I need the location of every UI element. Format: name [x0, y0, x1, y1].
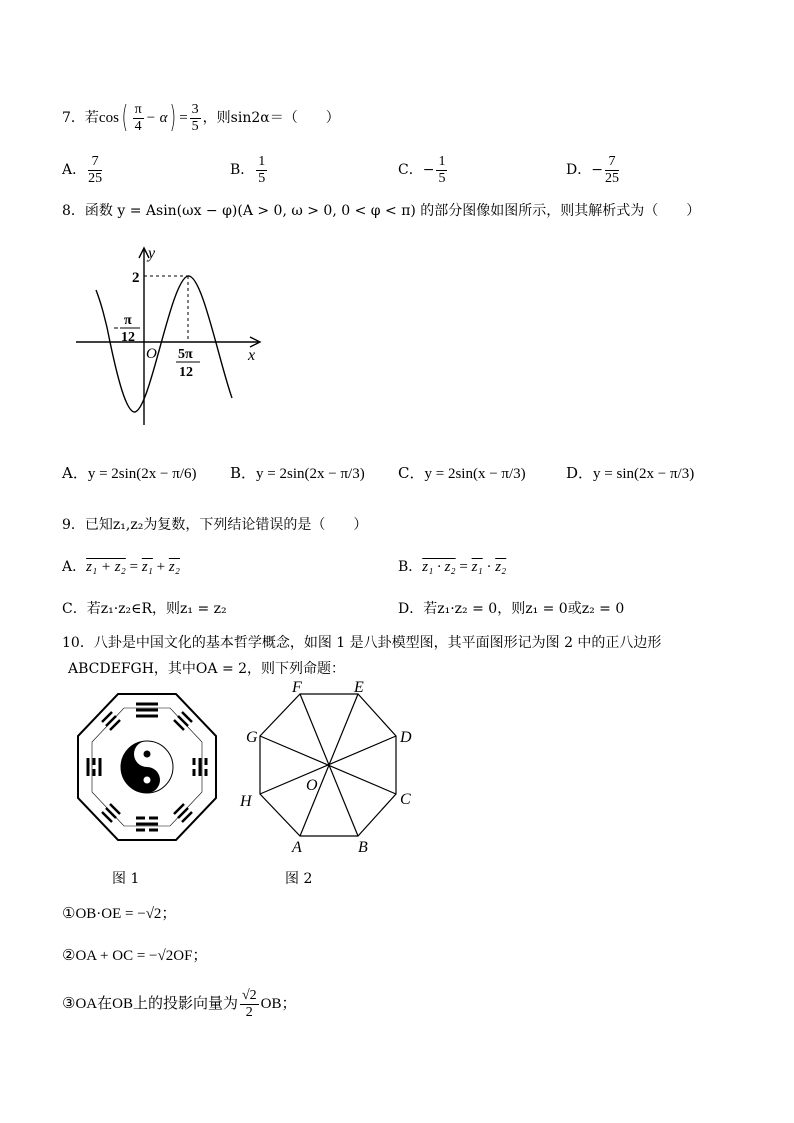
q10-item-3: ③OA在OB上的投影向量为 $\frac{√2}{2}$ OB；	[62, 987, 297, 1020]
y-label: y	[148, 245, 156, 262]
q7-option-b[interactable]: B． $\frac{1}{5}$	[230, 153, 266, 186]
svg-text:G: G	[246, 729, 258, 746]
q8-option-a[interactable]: A．y = 2sin(2x − π/6)	[62, 464, 197, 482]
q7-option-d[interactable]: D．− $\frac{7}{25}$	[566, 153, 619, 186]
q9-option-b[interactable]: B．z₁ · z₂ = z₁ · z₂	[398, 559, 507, 575]
q10-item-1: ①OB·OE = −√2；	[62, 906, 177, 922]
svg-text:C: C	[400, 791, 411, 808]
origin-label: O	[146, 346, 157, 362]
max-label: 2	[132, 270, 140, 286]
trigram-left	[88, 758, 100, 776]
trigram-bottom	[136, 818, 158, 830]
q7-option-c[interactable]: C．− $\frac{1}{5}$	[398, 153, 446, 186]
bagua-figure	[76, 692, 218, 842]
cos-text: cos	[98, 110, 119, 126]
q8-option-d[interactable]: D．y = sin(2x − π/3)	[566, 464, 695, 482]
q9-stem: 9．已知z₁,z₂为复数，下列结论错误的是（ ）	[62, 517, 368, 533]
fig1-caption: 图 1	[112, 871, 140, 887]
q10-line2: ABCDEFGH，其中OA = 2，则下列命题：	[68, 661, 346, 677]
svg-text:O: O	[306, 777, 318, 794]
frac-3-5: $\frac{3}{5}$	[191, 101, 199, 134]
fig2-caption: 图 2	[285, 871, 313, 887]
neg-pi-den: 12	[121, 330, 135, 345]
svg-text:H: H	[240, 793, 252, 810]
five-pi-num: 5π	[178, 347, 193, 362]
q8-stem: 8．函数 y = Asin(ωx − φ)(A > 0, ω > 0, 0 < φ < π) 的部分图像如图所示，则其解析式为（ ）	[62, 203, 701, 219]
neg-pi-num: π	[124, 313, 132, 328]
q8-option-b[interactable]: B．y = 2sin(2x − π/3)	[230, 464, 365, 482]
q8-option-c[interactable]: C．y = 2sin(x − π/3)	[398, 464, 526, 482]
q10-line1: 10．八卦是中国文化的基本哲学概念，如图 1 是八卦模型图，其平面图形记为图 2 中的正八边形	[62, 635, 662, 651]
q7-stem: 7．若cos( $\frac{\pi}{4}$ − α) = $\frac{3}{5}$ ，则sin2α＝（ ）	[62, 100, 340, 135]
q9-option-c[interactable]: C．若z₁·z₂∈R，则z₁ = z₂	[62, 601, 227, 617]
yin-yang-icon	[121, 741, 173, 793]
x-label: x	[248, 347, 256, 364]
octagon-figure	[236, 680, 436, 856]
frac-pi-4: $\frac{\pi}{4}$	[134, 101, 142, 134]
q8-graph	[70, 240, 270, 430]
five-pi-den: 12	[179, 365, 193, 380]
trigram-top	[136, 704, 158, 716]
svg-text:E: E	[354, 680, 364, 696]
left-curve	[96, 290, 110, 342]
q7-option-a[interactable]: A． $\frac{7}{25}$	[62, 153, 103, 186]
svg-text:B: B	[358, 839, 368, 856]
trigram-right	[194, 758, 206, 776]
svg-text:A: A	[292, 839, 302, 856]
q10-item-2: ②OA + OC = −√2OF；	[62, 948, 208, 964]
q9-option-d[interactable]: D．若z₁·z₂ = 0，则z₁ = 0或z₂ = 0	[398, 601, 625, 617]
q9-option-a[interactable]: A．z₁ + z₂ = z₁ + z₂	[62, 559, 180, 575]
q7-num: 7．若	[62, 110, 99, 126]
svg-text:D: D	[400, 729, 412, 746]
svg-text:F: F	[292, 680, 302, 696]
